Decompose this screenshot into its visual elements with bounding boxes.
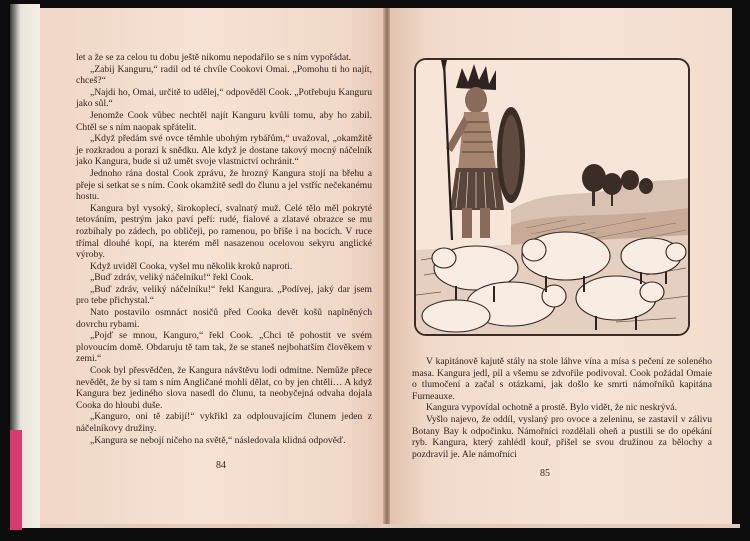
paragraph: „Buď zdráv, veliký náčelníku!“ řekl Kangura. „Podívej, jaký dar jsem pro tebe přichystal.“ [76,283,372,307]
paragraph: Jenomže Cook vůbec nechtěl najít Kanguru kvůli tomu, aby ho zabil. Chtěl se s ním naopak spřátelit. [76,109,372,133]
paragraph: „Zabij Kanguru,“ radil od té chvíle Cookovi Omai. „Pomohu ti ho najít, chceš?“ [76,63,372,87]
bookmark-strip [10,430,22,530]
paragraph: „Buď zdráv, veliký náčelníku!“ řekl Cook. [90,272,254,284]
paragraph: „Najdi ho, Omai, určitě to udělej,“ odpověděl Cook. „Potřebuju Kanguru jako sůl.“ [76,86,372,110]
paragraph: „Pojď se mnou, Kanguro,“ řekl Cook. „Chci tě pohostit ve svém plovoucím domě. Obdaruju tě tam tak, že se staneš nejbohatším člověkem v zemi.“ [76,330,372,365]
right-page [390,8,732,524]
paragraph: Nato postavilo osmnáct nosičů před Cooka devět košů naplněných dovrchu rybami. [76,307,372,330]
page-number: 85 [540,468,550,479]
right-page-text [412,356,712,460]
paragraph: Kangura vypovídal ochotně a prostě. Bylo vidět, že nic neskrývá. [426,402,677,414]
page-edges [40,524,740,528]
paragraph: Jednoho rána dostal Cook zprávu, že hrozný Kangura stojí na břehu a přeje si setkat se s ním. Cook okamžitě sedl do člunu a jel vstříc nečekanému hostu. [76,167,372,203]
chief-with-spear-and-sheep-illustration [414,58,690,336]
paragraph: V kapitánově kajutě stály na stole láhve vína a mísa s pečení ze soleného masa. Kangura jedl, pil a všemu se zdvořile podivoval. Cook požádal Omaie o tlumočení a začal s otázkami, jak došlo ke smrti námořníků kapitána Furneauxe. [412,356,712,402]
paragraph: Kangura byl vysoký, širokoplecí, svalnatý muž. Celé tělo měl pokryté tetováním, pestrým jako paví peří: rudé, fialové a zlatavé obrazce se mu rozbíhaly po zádech, po obličeji, po ramenou, po břiše i na bocích. V ruce třímal dlouhé kopí, na kterém měl nasazenou ocelovou sekyru anglické výroby. [76,202,372,261]
paragraph: „Kanguro, oni tě zabijí!“ vykřikl za odplouvajícím člunem jeden z náčelníkovy družiny. [76,411,372,434]
left-page [40,8,384,524]
left-page-text [76,52,372,446]
page-number: 84 [216,460,226,471]
paragraph: Cook byl přesvědčen, že Kangura návštěvu lodi odmítne. Nemůže přece nevědět, že by si tam s ním Angličané mohli dělat, co by jen chtěli… A když Kangura bez jediného slova nasedl do člunu, ta neobyčejná odvaha dojala Cooka do hloubi duše. [76,365,372,411]
paragraph: let a že se za celou tu dobu ještě nikomu nepodařilo se s ním vypořádat. [76,52,352,63]
paragraph: Když uviděl Cooka, vyšel mu několik kroků naproti. [90,260,293,272]
paragraph: Vyšlo najevo, že oddíl, vyslaný pro ovoce a zeleninu, se zastavil v zálivu Botany Bay k odpočinku. Námořníci rozdělali oheň a pustili se do opékání ryb. Kangura, který zahlédl kouř, přišel se svou družinou za bělochy a pozdravil je. Ale námořníci [412,413,712,460]
paragraph: „Když předám své ovce těmhle ubohým rybářům,“ uvažoval, „okamžitě je rozkradou a porazí k snědku. Ale když je dostane takový mocný náčelník jako Kangura, bude si už umět svoje vlastnictví ochránit.“ [76,133,372,168]
paragraph: „Kangura se nebojí ničeho na světě,“ následovala klidná odpověď. [90,434,346,446]
